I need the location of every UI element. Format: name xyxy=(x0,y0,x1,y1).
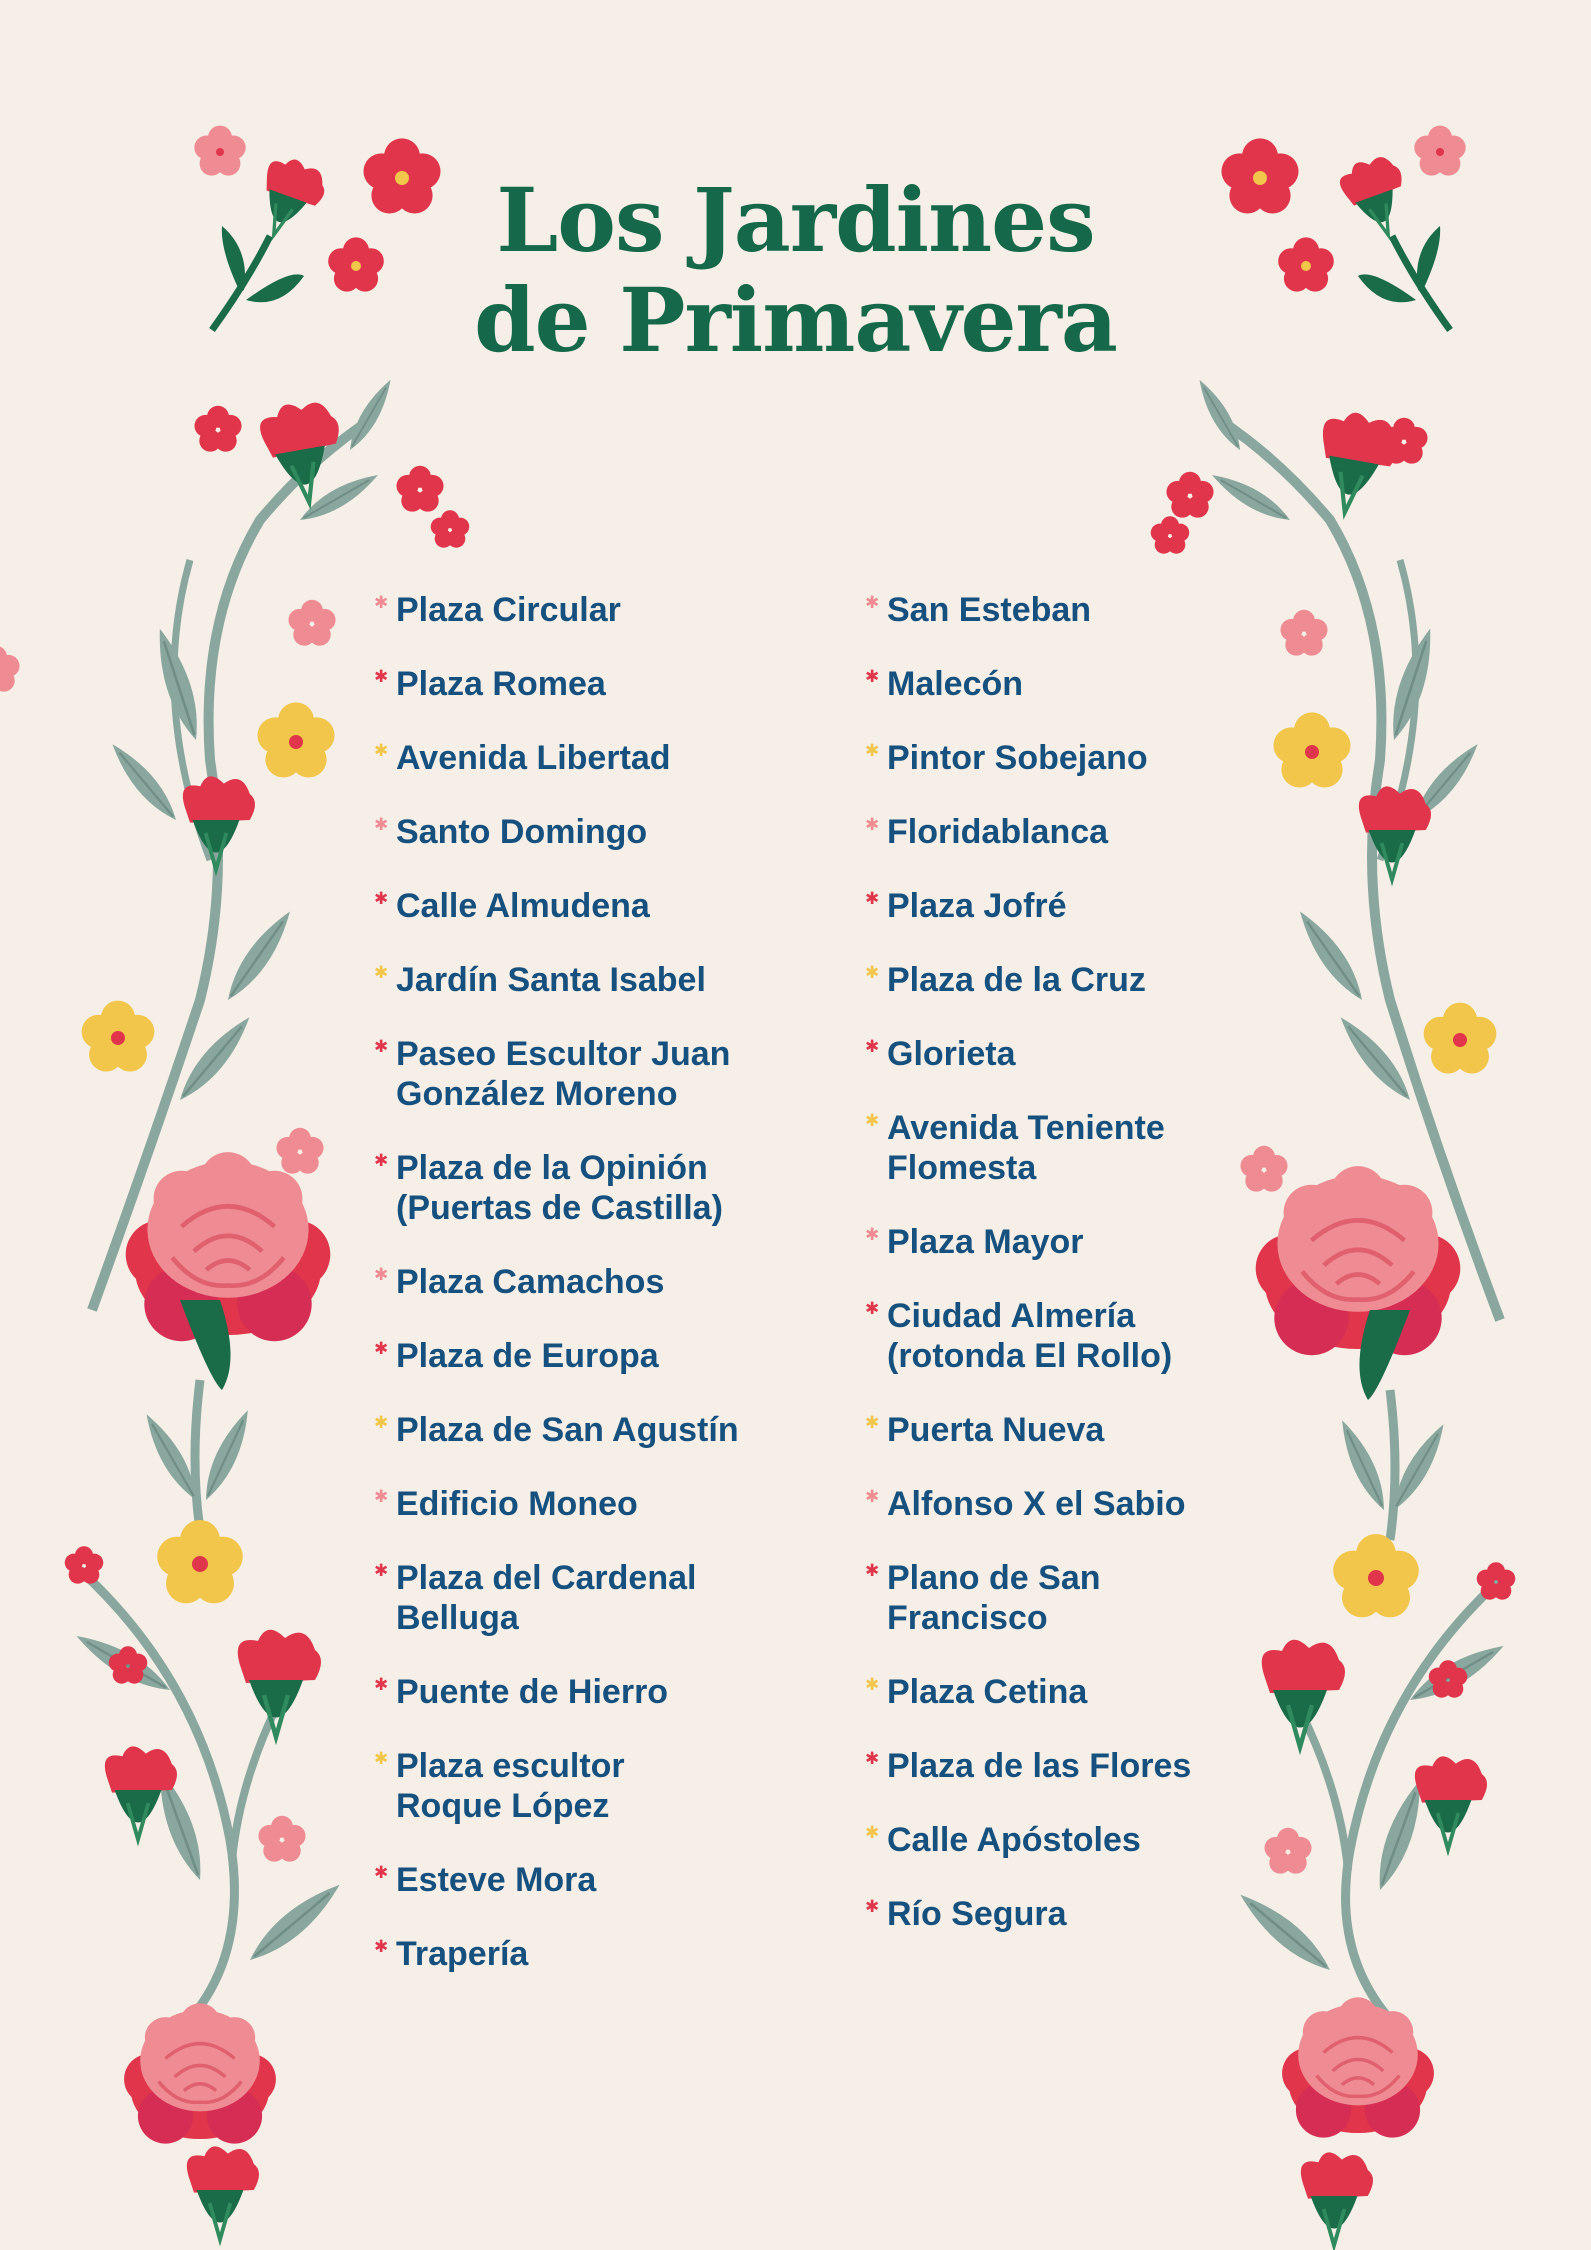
garden-list-item xyxy=(374,812,794,852)
flower-bullet-icon: ✱ xyxy=(865,963,880,982)
garden-name-line: Trapería xyxy=(396,1935,529,1973)
garden-list-item xyxy=(865,812,1285,852)
garden-list-item xyxy=(374,1672,794,1712)
flower-bullet-icon: ✱ xyxy=(374,593,389,612)
garden-name-line: Francisco xyxy=(887,1599,1048,1637)
garden-name-line: Plaza Circular xyxy=(396,591,621,629)
flower-bullet-icon: ✱ xyxy=(865,741,880,760)
flower-bullet-icon: ✱ xyxy=(865,1675,880,1694)
flower-bullet-icon: ✱ xyxy=(374,1413,389,1432)
flower-bullet-icon: ✱ xyxy=(865,1897,880,1916)
garden-list-item xyxy=(374,1148,794,1228)
garden-name-line: Avenida Libertad xyxy=(396,739,671,777)
garden-list-item xyxy=(374,886,794,926)
garden-list-item xyxy=(865,886,1285,926)
garden-list-item xyxy=(374,1484,794,1524)
garden-list-item xyxy=(865,1108,1285,1188)
garden-list-item xyxy=(865,738,1285,778)
garden-name-line: Plano de San xyxy=(887,1559,1101,1597)
garden-name-line: Esteve Mora xyxy=(396,1861,597,1899)
garden-name-line: (rotonda El Rollo) xyxy=(887,1337,1173,1375)
garden-list-item xyxy=(865,1484,1285,1524)
flower-bullet-icon: ✱ xyxy=(865,1299,880,1318)
garden-name-line: Calle Apóstoles xyxy=(887,1821,1141,1859)
garden-name-line: Plaza Cetina xyxy=(887,1673,1088,1711)
garden-list-item xyxy=(374,1860,794,1900)
garden-list-item xyxy=(865,1894,1285,1934)
garden-list-item xyxy=(374,1034,794,1114)
flower-bullet-icon: ✱ xyxy=(374,1037,389,1056)
garden-list-item xyxy=(374,1934,794,1974)
garden-name-line: Alfonso X el Sabio xyxy=(887,1485,1186,1523)
garden-list-item xyxy=(374,1410,794,1450)
garden-list-right xyxy=(865,590,1285,1968)
garden-list-item xyxy=(865,1672,1285,1712)
garden-name-line: Puente de Hierro xyxy=(396,1673,669,1711)
flower-bullet-icon: ✱ xyxy=(865,1561,880,1580)
flower-bullet-icon: ✱ xyxy=(374,815,389,834)
garden-list-item xyxy=(374,1558,794,1638)
garden-list-item xyxy=(865,590,1285,630)
garden-name-line: Belluga xyxy=(396,1599,519,1637)
flower-bullet-icon: ✱ xyxy=(865,1487,880,1506)
garden-name-line: Edificio Moneo xyxy=(396,1485,638,1523)
garden-name-line: Plaza de Europa xyxy=(396,1337,659,1375)
garden-list-item xyxy=(374,1336,794,1376)
garden-name-line: Plaza de las Flores xyxy=(887,1747,1192,1785)
flower-bullet-icon: ✱ xyxy=(374,1487,389,1506)
garden-list-item xyxy=(865,1820,1285,1860)
garden-name-line: Puerta Nueva xyxy=(887,1411,1105,1449)
garden-list-item xyxy=(865,1034,1285,1074)
flower-bullet-icon: ✱ xyxy=(865,815,880,834)
garden-name-line: (Puertas de Castilla) xyxy=(396,1189,723,1227)
page-title xyxy=(0,170,1591,370)
flower-bullet-icon: ✱ xyxy=(374,741,389,760)
flower-bullet-icon: ✱ xyxy=(374,1675,389,1694)
garden-name-line: Plaza de San Agustín xyxy=(396,1411,739,1449)
garden-name-line: Avenida Teniente xyxy=(887,1109,1165,1147)
garden-name-line: Calle Almudena xyxy=(396,887,650,925)
garden-name-line: Glorieta xyxy=(887,1035,1016,1073)
title-line-2: de Primavera xyxy=(474,268,1117,372)
flower-bullet-icon: ✱ xyxy=(374,667,389,686)
garden-name-line: Flomesta xyxy=(887,1149,1037,1187)
flower-bullet-icon: ✱ xyxy=(865,1111,880,1130)
flower-bullet-icon: ✱ xyxy=(865,1225,880,1244)
garden-name-line: Jardín Santa Isabel xyxy=(396,961,706,999)
flower-bullet-icon: ✱ xyxy=(865,1413,880,1432)
garden-list-item xyxy=(865,1296,1285,1376)
garden-name-line: González Moreno xyxy=(396,1075,678,1113)
flower-bullet-icon: ✱ xyxy=(865,593,880,612)
garden-name-line: Ciudad Almería xyxy=(887,1297,1136,1335)
garden-list-item xyxy=(374,738,794,778)
flower-bullet-icon: ✱ xyxy=(374,1863,389,1882)
garden-name-line: Paseo Escultor Juan xyxy=(396,1035,731,1073)
flower-bullet-icon: ✱ xyxy=(865,667,880,686)
flower-bullet-icon: ✱ xyxy=(865,1037,880,1056)
garden-name-line: Roque López xyxy=(396,1787,610,1825)
garden-list-left xyxy=(374,590,794,2008)
title-line-1: Los Jardines xyxy=(496,168,1095,272)
flower-bullet-icon: ✱ xyxy=(865,1749,880,1768)
garden-list-item xyxy=(865,1558,1285,1638)
garden-list-item xyxy=(374,1746,794,1826)
garden-name-line: Río Segura xyxy=(887,1895,1067,1933)
garden-list-item xyxy=(865,664,1285,704)
flower-bullet-icon: ✱ xyxy=(374,1265,389,1284)
garden-name-line: San Esteban xyxy=(887,591,1092,629)
garden-name-line: Plaza Jofré xyxy=(887,887,1067,925)
garden-name-line: Malecón xyxy=(887,665,1024,703)
garden-list-item xyxy=(374,664,794,704)
flower-bullet-icon: ✱ xyxy=(374,1561,389,1580)
garden-name-line: Plaza del Cardenal xyxy=(396,1559,697,1597)
flower-bullet-icon: ✱ xyxy=(374,1339,389,1358)
garden-name-line: Santo Domingo xyxy=(396,813,648,851)
flower-bullet-icon: ✱ xyxy=(865,1823,880,1842)
garden-name-line: Plaza Camachos xyxy=(396,1263,665,1301)
garden-list-item xyxy=(374,1262,794,1302)
flower-bullet-icon: ✱ xyxy=(374,1151,389,1170)
garden-list-item xyxy=(865,1746,1285,1786)
garden-list-item xyxy=(865,1222,1285,1262)
garden-list-item xyxy=(374,960,794,1000)
flower-bullet-icon: ✱ xyxy=(865,889,880,908)
garden-name-line: Plaza Romea xyxy=(396,665,606,703)
flower-bullet-icon: ✱ xyxy=(374,963,389,982)
flower-bullet-icon: ✱ xyxy=(374,889,389,908)
garden-name-line: Plaza de la Opinión xyxy=(396,1149,708,1187)
garden-list-item xyxy=(865,960,1285,1000)
garden-list-item xyxy=(374,590,794,630)
flower-bullet-icon: ✱ xyxy=(374,1749,389,1768)
garden-name-line: Floridablanca xyxy=(887,813,1109,851)
garden-list-item xyxy=(865,1410,1285,1450)
garden-name-line: Plaza de la Cruz xyxy=(887,961,1146,999)
garden-name-line: Plaza escultor xyxy=(396,1747,625,1785)
garden-name-line: Pintor Sobejano xyxy=(887,739,1148,777)
garden-name-line: Plaza Mayor xyxy=(887,1223,1084,1261)
flower-bullet-icon: ✱ xyxy=(374,1937,389,1956)
